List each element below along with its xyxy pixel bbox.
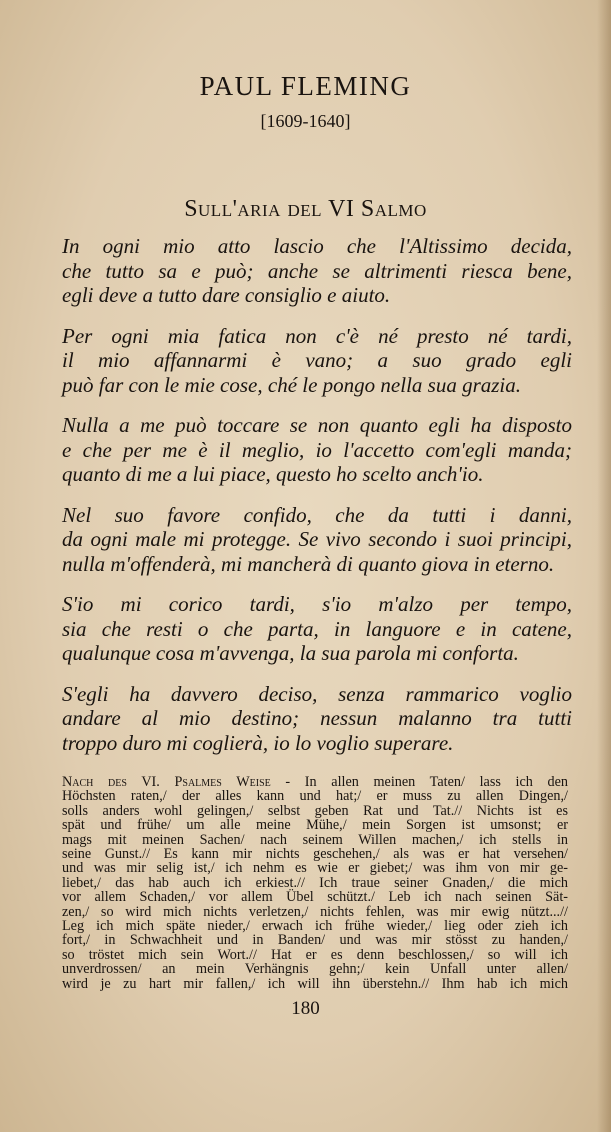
footnote-line: wird je zu hart mir fallen,/ ich will ihn überstehn.// Ihm hab ich mich [62,975,568,992]
verse-line: qualunque cosa m'avvenga, la sua parola mi conforta. [62,641,519,665]
footnote-title: Nach des VI. Psalmes Weise [62,774,271,790]
footnote-line: unverdrossen/ an mein Verhängnis gehn;/ kein Unfall unter allen/ [62,961,568,978]
verse-line: S'io mi corico tardi, s'io m'alzo per tempo, [62,592,572,616]
footnote-line: vor allem Schaden,/ vor allem Übel schützt./ Leb ich nach seinen Sät- [62,889,568,906]
verse-line: Per ogni mia fatica non c'è né presto né tardi, [62,323,572,348]
footnote-line: so tröstet mich sein Wort.// Hat er es denn beschlossen,/ so will ich [62,946,568,963]
footnote-line: solls anders wohl gelingen,/ selbst geben Rat und Tat.// Nichts ist es [62,802,568,819]
page-edge-shadow [597,0,611,1132]
verse-line: e che per me è il meglio, io l'accetto com'egli manda; [62,437,572,462]
verse-line: troppo duro mi coglierà, io lo voglio superare. [62,730,454,755]
stanza [62,503,572,577]
stanza [62,682,572,756]
poem-title: Sull'aria del VI Salmo [184,196,427,222]
stanza [62,324,572,398]
footnote-line: Höchsten raten,/ der alles kann und hat;/ er muss zu allen Dingen,/ [62,788,568,805]
footnote-line: mags mit meinen Sachen/ nach seinem Willen machen,/ ich stells in [62,831,568,848]
verse-line: da ogni male mi protegge. Se vivo secondo i suoi principi, [62,527,572,551]
author-dates: [1609-1640] [260,111,351,131]
footnote-line: spät und frühe/ um alle meine Mühe,/ mein Sorgen ist umsonst; er [62,817,568,834]
verse-line: può far con le mie cose, ché le pongo nella sua grazia. [62,372,522,397]
footnote-line: liebet,/ das hab auch ich erkiest.// Ich traue seiner Gnaden,/ die mich [62,874,568,891]
verse-line: quanto di me a lui piace, questo ho scelto anch'io. [62,462,484,486]
footnote-line: Leg ich mich späte nieder,/ erwach ich frühe wieder,/ lieg oder zieh ich [62,918,568,935]
stanza [62,413,572,487]
poem-body [62,234,572,771]
verse-line: Nel suo favore confido, che da tutti i danni, [62,502,572,527]
verse-line: che tutto sa e può; anche se altrimenti riesca bene, [62,258,572,283]
footnote-first-line: - In allen meinen Taten/ lass ich den [270,774,568,790]
footnote-line: seine Gunst.// Es kann mir nichts geschehen,/ als was er hat versehen/ [62,846,568,863]
author-name: PAUL FLEMING [199,71,412,101]
verse-line: Nulla a me può toccare se non quanto egli ha disposto [62,413,572,437]
footnote-line: und was mir selig ist,/ ich nehm es wie er giebet;/ was ihm von mir ge- [62,860,568,877]
verse-line: egli deve a tutto dare consiglio e aiuto. [62,283,391,307]
footnote-line: fort,/ in Schwachheit und in Banden/ und was mir stösst zu handen,/ [62,932,568,949]
verse-line: sia che resti o che parta, in languore e in catene, [62,616,572,641]
verse-line: il mio affannarmi è vano; a suo grado egli [62,348,572,372]
verse-line: S'egli ha davvero deciso, senza rammarico voglio [62,681,572,706]
page-number: 180 [291,998,320,1019]
stanza [62,592,572,666]
verse-line: nulla m'offenderà, mi mancherà di quanto giova in eterno. [62,551,555,576]
verse-line: In ogni mio atto lascio che l'Altissimo decida, [62,234,572,258]
footnote-first-line-wrap [62,775,568,789]
verse-line: andare al mio destino; nessun malanno tra tutti [62,706,572,730]
stanza [62,234,572,308]
footnote [62,775,568,991]
footnote-line: zen,/ so wird mich nichts verletzen,/ nichts fehlen, was mir ewig nützt...// [62,903,568,920]
